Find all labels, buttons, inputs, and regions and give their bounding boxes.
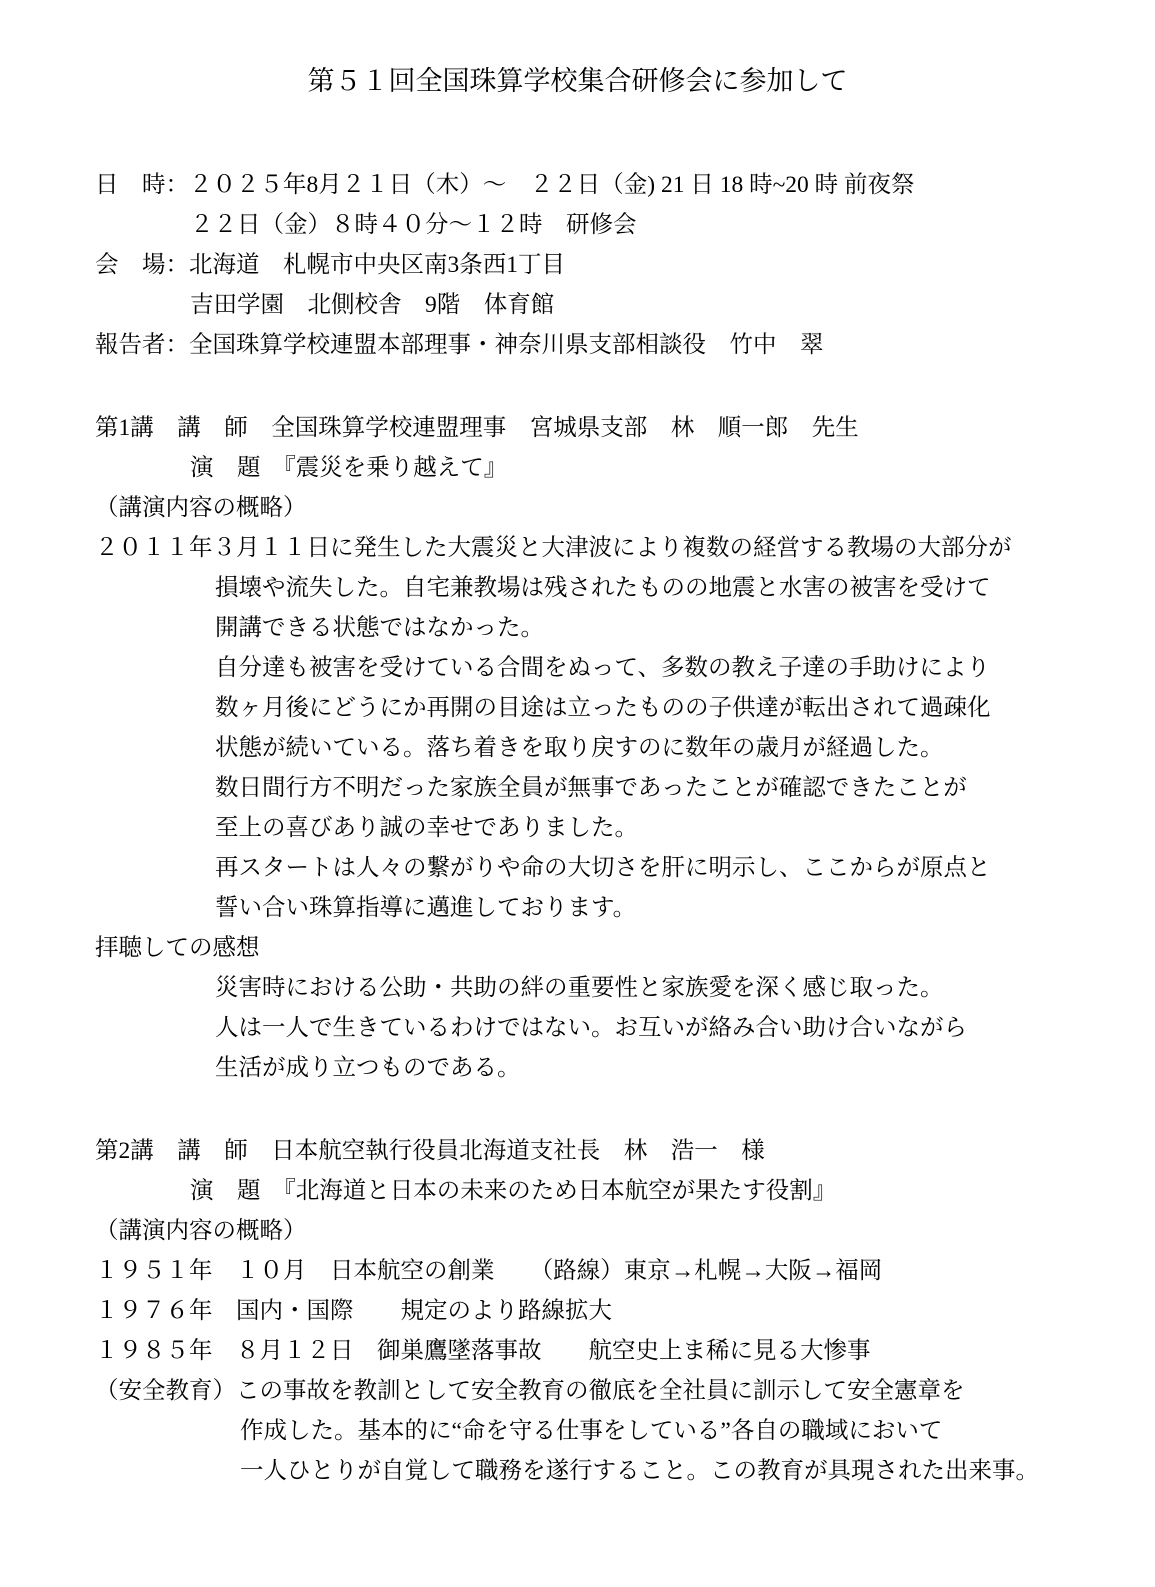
document-line: 作成した。基本的に“命を守る仕事をしている”各自の職域において — [240, 1418, 943, 1444]
document-line: 開講できる状態ではなかった。 — [215, 615, 544, 641]
document-line: 再スタートは人々の繋がりや命の大切さを肝に明示し、ここからが原点と — [215, 855, 991, 881]
document-line: 拝聴しての感想 — [95, 935, 260, 961]
document-body — [95, 165, 1115, 1491]
document-line: 日 時：２０２５年8月２１日（木）～ ２２日（金) 21 日 18 時~20 時 前夜祭 — [95, 172, 915, 198]
document-line: （講演内容の概略） — [95, 495, 307, 521]
document-line: （講演内容の概略） — [95, 1218, 307, 1244]
document-line: 生活が成り立つものである。 — [215, 1055, 521, 1081]
document-line: 数ヶ月後にどうにか再開の目途は立ったものの子供達が転出されて過疎化 — [215, 695, 991, 721]
document-line: １９５１年 １０月 日本航空の創業 （路線）東京→札幌→大阪→福岡 — [95, 1258, 883, 1284]
document-line: ２０１１年３月１１日に発生した大震災と大津波により複数の経営する教場の大部分が — [95, 535, 1012, 561]
document-line: 第2講 講 師 日本航空執行役員北海道支社長 林 浩一 様 — [95, 1138, 765, 1164]
document-line: 報告者：全国珠算学校連盟本部理事・神奈川県支部相談役 竹中 翠 — [95, 332, 824, 358]
document-line: 人は一人で生きているわけではない。お互いが絡み合い助け合いながら — [215, 1015, 967, 1041]
document-line: 損壊や流失した。自宅兼教場は残されたものの地震と水害の被害を受けて — [215, 575, 991, 601]
document-line: 至上の喜びあり誠の幸せでありました。 — [215, 815, 638, 841]
document-line: 一人ひとりが自覚して職務を遂行すること。この教育が具現された出来事。 — [240, 1458, 1039, 1484]
document-title: 第５１回全国珠算学校集合研修会に参加して — [307, 66, 848, 96]
document-line: 誓い合い珠算指導に邁進しております。 — [215, 895, 637, 921]
document-line: ２２日（金）８時４０分～１２時 研修会 — [190, 212, 637, 238]
document-line: 状態が続いている。落ち着きを取り戻すのに数年の歳月が経過した。 — [215, 735, 944, 761]
document-line: １９７６年 国内・国際 規定のより路線拡大 — [95, 1298, 612, 1324]
document-line: 自分達も被害を受けている合間をぬって、多数の教え子達の手助けにより — [215, 655, 991, 681]
document-line: 数日間行方不明だった家族全員が無事であったことが確認できたことが — [215, 775, 967, 801]
document-line: 吉田学園 北側校舎 9階 体育館 — [190, 292, 555, 318]
document-line: 第1講 講 師 全国珠算学校連盟理事 宮城県支部 林 順一郎 先生 — [95, 415, 859, 441]
document-line: １９８５年 ８月１２日 御巣鷹墜落事故 航空史上ま稀に見る大惨事 — [95, 1338, 871, 1364]
document-line: 演 題 『震災を乗り越えて』 — [190, 455, 508, 481]
document-line: 災害時における公助・共助の絆の重要性と家族愛を深く感じ取った。 — [215, 975, 944, 1001]
document-line: 会 場：北海道 札幌市中央区南3条西1丁目 — [95, 252, 565, 278]
document-line: 演 題 『北海道と日本の未来のため日本航空が果たす役割』 — [190, 1178, 837, 1204]
document-line: （安全教育）この事故を教訓として安全教育の徹底を全社員に訓示して安全憲章を — [95, 1378, 965, 1404]
